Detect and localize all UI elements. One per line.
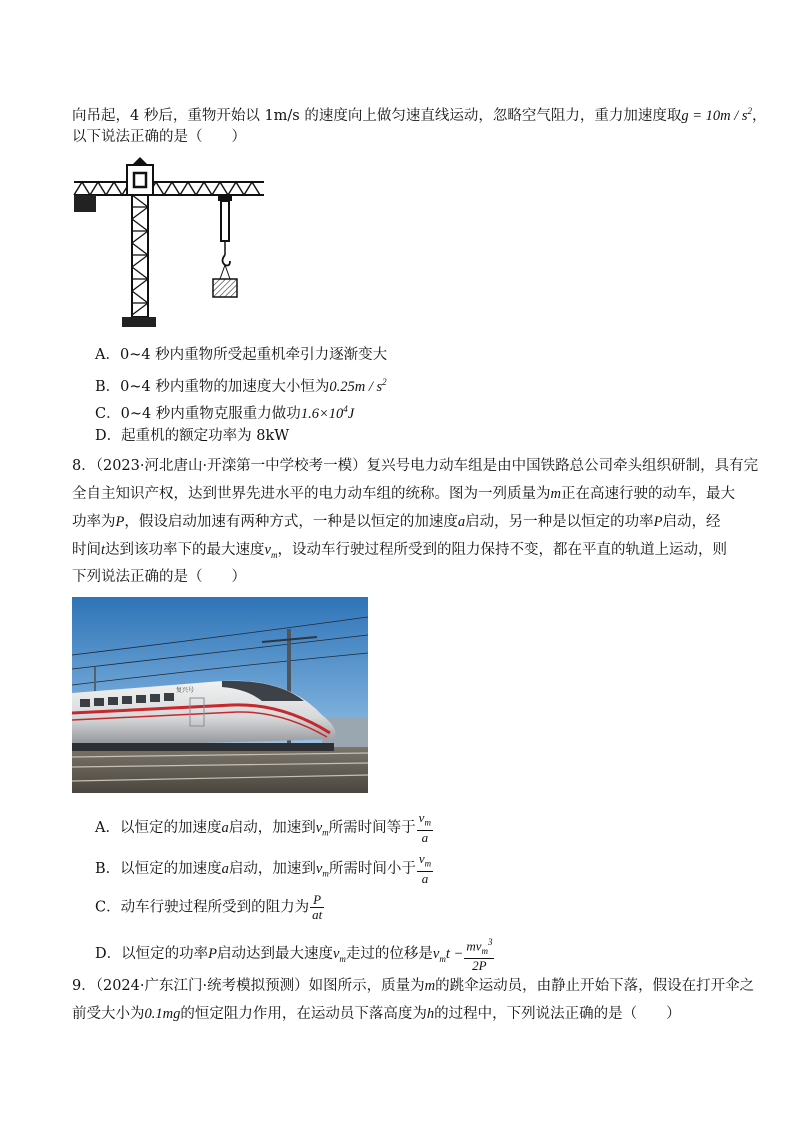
- q8-stem-line4: 时间t达到该功率下的最大速度$v_m$，设动车行驶过程所受到的阻力保持不变，都在平直的轨道上运动，则: [72, 542, 727, 560]
- fraction-vm-over-a: $\frac{v_m}{a}$: [418, 851, 432, 886]
- q8-stem-line5: 下列说法正确的是（ ）: [72, 569, 246, 585]
- q8-option-c[interactable]: C．动车行驶过程所受到的阻力为 $\frac{P}{at}$: [95, 892, 323, 922]
- q9-stem-line1: 9．（2024·广东江门·统考模拟预测）如图所示，质量为m的跳伞运动员，由静止开始下落，假设在打开伞之: [72, 978, 755, 994]
- q7-option-d[interactable]: D．起重机的额定功率为 8kW: [95, 428, 290, 444]
- q8-stem-line3: 功率为P，假设启动加速有两种方式，一种是以恒定的加速度a启动，另一种是以恒定的功率P启动，经: [72, 514, 721, 530]
- resistance-value: 0.1mg: [144, 1006, 181, 1022]
- q8-stem-line2: 全自主知识产权，达到世界先进水平的电力动车组的统称。图为一列质量为m正在高速行驶的动车，最大: [72, 486, 735, 502]
- fraction-mvm3-over-2p: $\frac{mv_m^3}{2P}$: [466, 937, 493, 973]
- q7-stem-line1: 向吊起，4 秒后，重物开始以 1m/s 的速度向上做匀速直线运动，忽略空气阻力，重力加速度取$g = 10m / s^2$，: [72, 106, 767, 124]
- gravity-value: $g = 10m / s^2$: [681, 106, 753, 124]
- q7-option-b[interactable]: B．0~4 秒内重物的加速度大小恒为$0.25m / s^2$: [95, 377, 387, 395]
- train-logo-text: 复兴号: [176, 687, 195, 694]
- tower-crane-figure: [72, 155, 272, 335]
- work-value: $1.6\times 10^4J$: [300, 404, 355, 422]
- fraction-p-over-at: $\frac{P}{at}$: [312, 892, 323, 922]
- high-speed-train-photo: [72, 597, 368, 793]
- acceleration-value: $0.25m / s^2$: [329, 377, 387, 395]
- q9-stem-line2: 前受大小为0.1mg的恒定阻力作用，在运动员下落高度为h的过程中，下列说法正确的是（ ）: [72, 1006, 681, 1022]
- q7-option-a[interactable]: A．0~4 秒内重物所受起重机牵引力逐渐变大: [95, 347, 388, 363]
- q7-option-c[interactable]: C．0~4 秒内重物克服重力做功$1.6\times 10^4J$: [95, 404, 355, 422]
- q8-stem-line1: 8．（2023·河北唐山·开滦第一中学校考一模）复兴号电力动车组是由中国铁路总公司牵头组织研制，具有完: [72, 458, 759, 474]
- q8-option-a[interactable]: A．以恒定的加速度a启动，加速到$v_m$所需时间等于 $\frac{v_m}{a}$: [95, 810, 431, 845]
- displacement-expression: $v_mt$ −: [432, 945, 464, 964]
- q8-option-d[interactable]: D．以恒定的功率P启动达到最大速度$v_m$走过的位移是$v_mt$ − $\frac{mv_m^3}{2P}$: [95, 937, 493, 973]
- q7-stem-line2: 以下说法正确的是（ ）: [72, 129, 246, 145]
- fraction-vm-over-a: $\frac{v_m}{a}$: [418, 810, 431, 845]
- q8-option-b[interactable]: B．以恒定的加速度a启动，加速到$v_m$所需时间小于 $\frac{v_m}{a}$: [95, 851, 432, 886]
